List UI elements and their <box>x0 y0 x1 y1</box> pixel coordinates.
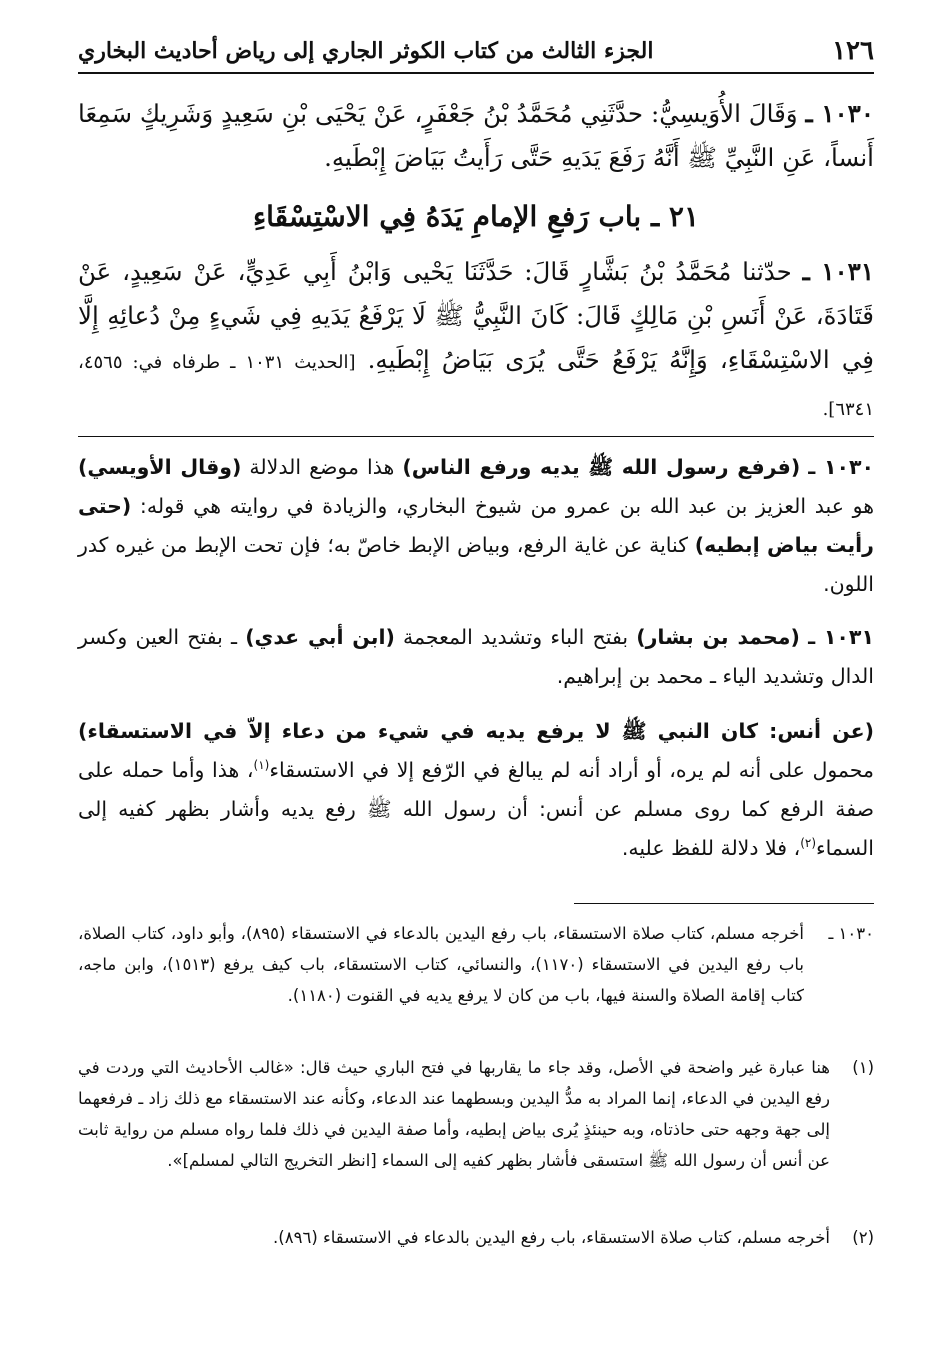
commentary-text: ، هذا وأما حمله على صفة الرفع كما روى مسلم عن أنس: أن رسول الله ﷺ رفع يديه وأشار بظهر كفيه إلى السماء <box>78 758 874 860</box>
quoted-phrase: (فرفع رسول الله ﷺ يديه ورفع الناس) <box>402 455 801 479</box>
footnote-text: هنا عبارة غير واضحة في الأصل، وقد جاء ما يقاربها في فتح الباري حيث قال: «غالب الأحاديث التي وردت في رفع اليدين في الدعاء، إنما المراد به مدُّ اليدين وبسطهما عند الدعاء، وكأنه عند الاستسقاء مع ذلك زاد ـ فرفعهما إلى جهة وجهه حتى حاذتاه، وبه حينئذٍ يُرى بياض إبطيه، وأما صفة اليدين في ذلك فلما رواه مسلم من رواية ثابت عن أنس أن رسول الله ﷺ استسقى فأشار بظهر كفيه إلى السماء [انظر التخريج التالي لمسلم]». <box>78 1058 830 1170</box>
hadith-text: وَقَالَ الأُوَيسِيُّ: حدَّثَنِي مُحَمَّدُ بْنُ جَعْفَرٍ، عَنْ يَحْيَى بْنِ سَعِيدٍ وَشَرِيكٍ سَمِعَا أَنساً، عَنِ النَّبِيِّ ﷺ أَنَّهُ رَفَعَ يَدَيهِ حَتَّى رَأَيتُ بَيَاضَ إِبْطَيهِ. <box>78 99 874 172</box>
page-header <box>78 28 874 74</box>
footnote-2 <box>78 1222 874 1253</box>
chapter-title: ٢١ ـ باب رَفعِ الإمامِ يَدَهُ فِي الاسْتِسْقَاءِ <box>252 200 699 233</box>
commentary-1031 <box>78 618 874 696</box>
commentary-text: هذا موضع الدلالة <box>241 455 403 479</box>
hadith-reference: [الحديث ١٠٣١ ـ طرفاه في: ٤٥٦٥، ٦٣٤١]. <box>78 352 874 420</box>
footnote-1030 <box>78 918 874 1011</box>
hadith-number: ١٠٣١ ـ <box>802 257 874 286</box>
quoted-phrase: (ابن أبي عدي) <box>245 625 395 649</box>
footnote-mark: (٢) <box>852 1228 874 1247</box>
commentary-text: ـ بفتح العين وكسر الدال وتشديد الياء ـ محمد بن إبراهيم. <box>78 625 874 688</box>
footnote-text: أخرجه مسلم، كتاب صلاة الاستسقاء، باب رفع اليدين بالدعاء في الاستسقاء (٨٩٥)، وأبو داود، كتاب الصلاة، باب رفع اليدين في الاستسقاء (١١٧٠)، والنسائي، كتاب الاستسقاء، باب كيف يرفع (١٥١٣)، وابن ماجه، كتاب إقامة الصلاة والسنة فيها، باب من كان لا يرفع يديه في القنوت (١١٨٠). <box>78 924 804 1005</box>
section-divider <box>78 436 874 437</box>
footnote-ref: (٢) <box>800 836 817 851</box>
footnote-divider <box>574 903 874 904</box>
commentary-1030 <box>78 448 874 604</box>
commentary-text: محمول على أنه لم يره، أو أراد أنه لم يبالغ في الرّفع إلا في الاستسقاء <box>269 758 874 782</box>
footnote-1 <box>78 1052 874 1176</box>
footnote-mark: (١) <box>852 1058 874 1077</box>
page-number: ١٢٦ <box>832 36 874 66</box>
commentary-text: ، فلا دلالة للفظ عليه. <box>621 836 801 860</box>
hadith-1030 <box>78 92 874 180</box>
quoted-phrase: (وقال الأويسي) <box>78 455 242 479</box>
quoted-phrase: (محمد بن بشار) <box>636 625 800 649</box>
hadith-1031 <box>78 250 874 432</box>
footnote-text: أخرجه مسلم، كتاب صلاة الاستسقاء، باب رفع اليدين بالدعاء في الاستسقاء (٨٩٦). <box>273 1228 830 1247</box>
commentary-text: كناية عن غاية الرفع، وبياض الإبط خاصّ به؛ فإن تحت الإبط من غيره كدر اللون. <box>78 533 874 596</box>
hadith-number: ١٠٣٠ ـ <box>805 99 874 128</box>
commentary-text: هو عبد العزيز بن عبد الله بن عمرو من شيوخ البخاري، والزيادة في روايته هي قوله: <box>131 494 874 518</box>
footnote-ref: (١) <box>253 758 270 773</box>
quoted-phrase: (حتى رأيت بياض إبطيه) <box>78 494 874 557</box>
quoted-phrase: (عن أنس: كان النبي ﷺ لا يرفع يديه في شيء من دعاء إلاّ في الاستسقاء) <box>78 719 874 743</box>
running-title: الجزء الثالث من كتاب الكوثر الجاري إلى رياض أحاديث البخاري <box>78 38 654 64</box>
footnote-mark: ١٠٣٠ ـ <box>828 924 874 943</box>
hadith-text: حدّثنا مُحَمَّدُ بْنُ بَشَّارٍ قَالَ: حَدَّثَنَا يَحْيى وَابْنُ أَبِي عَدِيٍّ، عَنْ سَعِيدٍ، عَنْ قَتَادَةَ، عَنْ أَنَسِ بْنِ مَالِكٍ قَالَ: كَانَ النَّبِيُّ ﷺ لَا يَرْفَعُ يَدَيهِ فِي شَيءٍ مِنْ دُعائِهِ إِلَّا فِي الاسْتِسْقَاءِ، وَإِنَّهُ يَرْفَعُ حَتَّى يُرَى بَيَاضُ إِبْطَيهِ. <box>78 257 874 374</box>
commentary-text: بفتح الباء وتشديد المعجمة <box>394 625 637 649</box>
commentary-number: ١٠٣١ ـ <box>808 625 874 649</box>
commentary-number: ١٠٣٠ ـ <box>808 455 874 479</box>
commentary-anas <box>78 712 874 868</box>
